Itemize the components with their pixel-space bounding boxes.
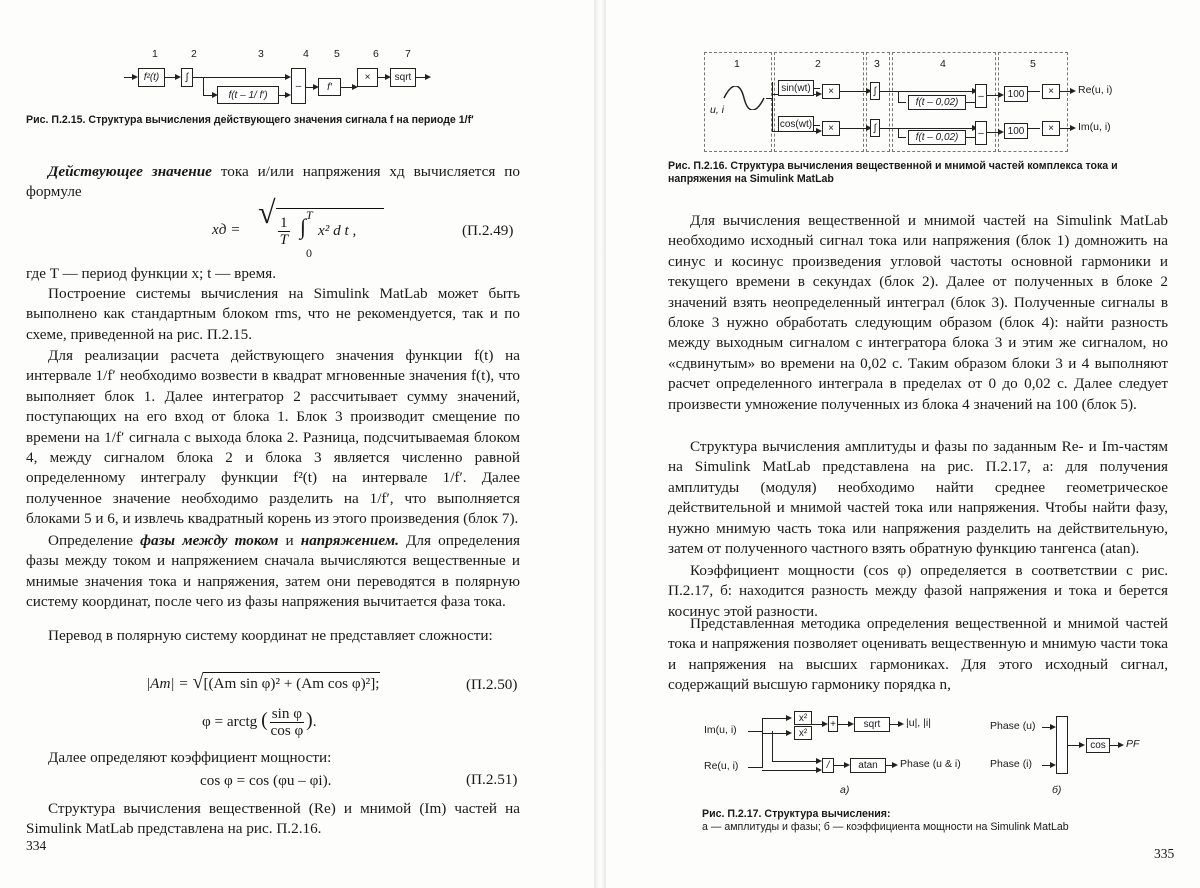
fig216-mult-top: × (822, 84, 840, 99)
fig216-diff-top: – (975, 84, 987, 108)
fig217a-out-phase: Phase (u & i) (900, 758, 961, 770)
fig216-num-1: 1 (734, 58, 740, 70)
paragraph-rms-method: Для реализации расчета действующего значения функции f(t) на интервале 1/f′ необходимо возвести в квадрат мгновенные значения f(t), что выполняет блок 1. Далее интегратор 2 рассчитывает сумму значений, поступающих на его вход от блока 1. Блок 3 производит смещение по времени на 1/f′ сигнала с выхода блока 2. Разница, подсчитываемая блоком 4, между сигналом блока 2 и блока 3 является численно равной определенному интегралу функции f²(t) на интервале 1/f′. Далее полученное значение необходимо разделить на 1/f′, что выполняется блоками 5 и 6, и извлечь квадратный корень из этого произведения (блок 7). (26, 347, 520, 528)
paragraph-simulink-rms: Построение системы вычисления на Simulink MatLab может быть выполнено как стандартным блоком rms, что не рекомендуется, так и по схеме, приведенной на рис. П.2.15. (26, 285, 520, 343)
paragraph-re-im-structure: Структура вычисления вещественной (Re) и мнимой (Im) частей на Simulink MatLab представлена на рис. П.2.16. (26, 800, 520, 838)
fig215-num-7: 7 (405, 48, 411, 60)
fig216-num-2: 2 (815, 58, 821, 70)
eq251-number: (П.2.51) (466, 771, 518, 788)
equation-2-50: |Am| = √[(Am sin φ)² + (Am cos φ)²]; (146, 671, 380, 693)
paragraph-harmonics: Представленная методика определения вещественной и мнимой частей тока и напряжения позволяет оценивать вещественную и мнимую части тока и напряжения на высших гармониках. Для этого исходный сигнал, содержащий высшую гармонику порядка n, (668, 615, 1168, 694)
eq249-root-sign: √ (258, 194, 276, 230)
p5-e: Для определения фазы между током и напряжением сначала вычисляются вещественные и мнимые значения тока и напряжения, затем они переводятся в полярную систему координат, после чего из фазы напряжения вычитается фаза тока. (26, 532, 520, 611)
eq249-upper: T (306, 208, 313, 222)
fig215-num-5: 5 (334, 48, 340, 60)
fig215-num-2: 2 (191, 48, 197, 60)
fig215-num-4: 4 (303, 48, 309, 60)
fig216-cos-block: cos(wt) (778, 116, 814, 132)
fig216-delay-bottom: f(t – 0,02) (908, 130, 966, 145)
fig217b-diff (1056, 716, 1068, 774)
fig216-out-im: Im(u, i) (1078, 121, 1111, 133)
eq250b-tail: . (312, 712, 317, 730)
fig216-caption: Рис. П.2.16. Структура вычисления вещественной и мнимой частей комплекса тока и напряжения на Simulink MatLab (668, 160, 1118, 185)
eq249-number: (П.2.49) (462, 222, 514, 239)
eq249-den: T (279, 231, 289, 248)
fig217-caption-sub: а — амплитуды и фазы; б — коэффициента мощности на Simulink MatLab (702, 820, 1069, 833)
eq249-lhs: xд = (212, 221, 241, 238)
fig216-mult-bottom: × (822, 121, 840, 136)
fig217a-out-abs: |u|, |i| (906, 717, 931, 729)
fig215-caption: Рис. П.2.15. Структура вычисления действующего значения сигнала f на периоде 1/f′ (26, 114, 474, 126)
fig217-caption (702, 808, 1172, 833)
fig216-mult2-bottom: × (1042, 121, 1060, 136)
fig217a-square-bottom: x² (794, 726, 812, 740)
figure-2-17 (606, 700, 1200, 820)
fig215-block-integrator: ∫ (181, 68, 193, 87)
fig217b-label: б) (1052, 784, 1062, 796)
fig217a-sqrt: sqrt (854, 717, 890, 732)
fig215-block-fprime: f′ (318, 78, 341, 96)
fig216-int-top: ∫ (870, 82, 880, 100)
fig216-int-bottom: ∫ (870, 119, 880, 137)
fig215-num-3: 3 (258, 48, 264, 60)
paragraph-polar: Перевод в полярную систему координат не представляет сложности: (48, 627, 493, 644)
fig217-caption-title: Рис. П.2.17. Структура вычисления: (702, 808, 891, 820)
eq249-integrand: x² d t , (318, 222, 357, 239)
term-rms: Действующее значение (48, 163, 212, 180)
figure-2-16 (606, 0, 1200, 160)
fig217b-out-pf: PF (1126, 738, 1140, 750)
fig217a-in-re: Re(u, i) (704, 760, 739, 772)
equation-2-51: cos φ = cos (φu – φi). (200, 772, 332, 789)
paragraph-cos-phi: Коэффициент мощности (cos φ) определяется в соответствии с рис. П.2.17, б: находится разность между фазой напряжения и тока и берется косинус этой разности. (668, 562, 1168, 620)
p5-c: и (278, 532, 301, 549)
fig215-block-delay: f(t – 1/ f′) (217, 86, 279, 104)
paragraph-phase (26, 531, 520, 613)
page-number-left: 334 (26, 838, 47, 853)
fig215-block-sqrt: sqrt (390, 68, 416, 87)
fig215-block-diff: – (291, 68, 306, 104)
fig216-diff-bottom: – (975, 121, 987, 145)
left-page (0, 0, 594, 888)
paragraph-amplitude-phase: Структура вычисления амплитуды и фазы по заданным Re- и Im-частям на Simulink MatLab представлена на рис. П.2.17, а: для получения амплитуды (модуля) необходимо найти среднее геометрическое действительной и мнимой частей тока или напряжения. Чтобы найти фазу, нужно мнимую часть тока или напряжения разделить на действительную, затем от полученного частного взять обратную функцию тангенса (atan). (668, 438, 1168, 558)
fig217a-divide: / (822, 758, 834, 773)
paragraph-power-factor: Далее определяют коэффициент мощности: (48, 749, 332, 766)
page-number-right: 335 (1154, 846, 1175, 861)
fig215-num-1: 1 (152, 48, 158, 60)
p5-a: Определение (48, 532, 141, 549)
fig215-block-square: f²(t) (138, 68, 165, 87)
fig217a-sum: + (828, 716, 838, 732)
fig217a-label: а) (840, 784, 850, 796)
fig217b-cos: cos (1086, 738, 1110, 753)
book-gutter (594, 0, 606, 888)
term-voltage: напряжением. (300, 532, 399, 549)
sine-wave-icon (722, 86, 766, 110)
eq249-lower: 0 (306, 246, 312, 260)
fig215-num-6: 6 (373, 48, 379, 60)
fig216-num-4: 4 (940, 58, 946, 70)
fig216-gain-bottom: 100 (1004, 123, 1028, 139)
fig216-delay-top: f(t – 0,02) (908, 95, 966, 110)
eq249-num: 1 (280, 214, 288, 231)
fig217b-in-phase-i: Phase (i) (990, 758, 1033, 770)
eq250-lhs: |Am| = (146, 675, 189, 692)
term-phase: фазы между током (140, 532, 279, 549)
eq250b-den: cos φ (270, 722, 304, 739)
eq250-number: (П.2.50) (466, 676, 518, 693)
fig216-sin-block: sin(wt) (778, 80, 814, 96)
fig216-num-5: 5 (1030, 58, 1036, 70)
eq249-integral: ∫ (300, 214, 307, 239)
fig216-out-re: Re(u, i) (1078, 84, 1113, 96)
equation-2-50b: φ = arctg ( $\frac{\text{sin φ}}{\text{cos φ}}$ ). (202, 705, 317, 739)
fig217a-square-top: x² (794, 711, 812, 725)
paragraph-where: где T — период функции x; t — время. (26, 265, 277, 282)
fig217a-atan: atan (850, 758, 886, 773)
paragraph-rms-rest: тока и/или напряжения xд вычисляется по формуле (26, 163, 521, 201)
fig215-block-mult: × (357, 68, 378, 87)
right-page (606, 0, 1200, 888)
fig216-input-label: u, i (710, 104, 725, 116)
eq250b-num: sin φ (271, 705, 303, 722)
eq250-radicand: [(Am sin φ)² + (Am cos φ)²]; (203, 672, 379, 694)
paragraph-re-im-method: Для вычисления вещественной и мнимой частей на Simulink MatLab необходимо исходный сигнал тока или напряжения (блок 1) домножить на синус и косинус произведения угловой частоты основной гармоники и текущего времени в секундах (блок 2). Далее от полученных в блоке 2 значений взять неопределенный интеграл (блок 3). Полученные сигналы в блоке 3 нужно обработать следующим образом (блок 4): найти разность между выходным сигналом с интегратора блока 3 и этим же сигналом, но «сдвинутым» во времени на 0,02 с. Таким образом блоки 3 и 4 выполняют расчет определенного интеграла в пределах от 0 до 0,02 с. Далее следует произвести умножение полученных из блока 4 значений на 100 (блок 5). (668, 212, 1168, 413)
fig216-gain-top: 100 (1004, 86, 1028, 102)
fig216-mult2-top: × (1042, 84, 1060, 99)
fig216-num-3: 3 (874, 58, 880, 70)
fig217b-in-phase-u: Phase (u) (990, 720, 1036, 732)
fig217a-in-im: Im(u, i) (704, 724, 737, 736)
figure-2-15 (0, 0, 594, 110)
eq250b-lhs: φ = arctg (202, 712, 258, 730)
